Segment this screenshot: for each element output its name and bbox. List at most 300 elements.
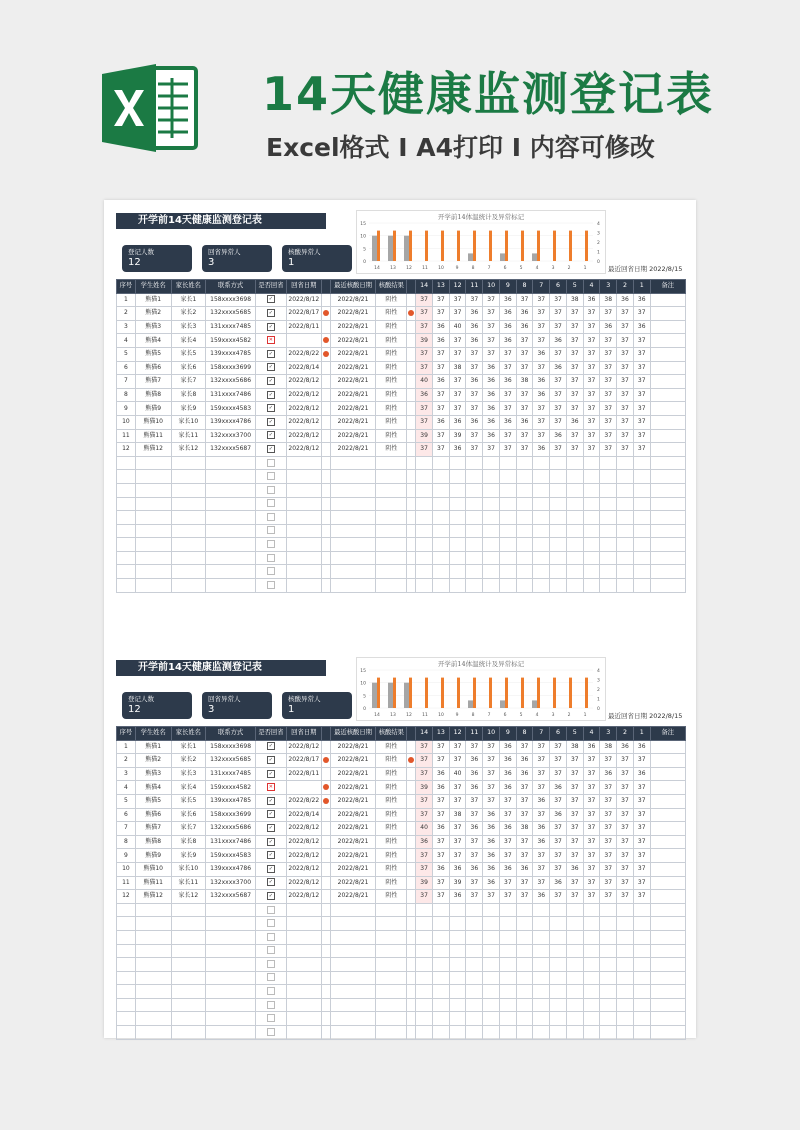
temperature-cell: 36 <box>617 740 634 754</box>
column-header: 7 <box>533 727 550 741</box>
empty-cell <box>449 579 466 593</box>
return-yes-checkbox-icon[interactable]: ✓ <box>268 309 273 316</box>
return-checkbox-cell <box>255 808 286 822</box>
empty-cell <box>321 917 330 931</box>
empty-cell <box>135 985 171 999</box>
empty-cell <box>583 456 600 470</box>
empty-cell <box>633 511 650 525</box>
empty-cell <box>432 538 449 552</box>
return-alert-cell <box>321 388 330 402</box>
result-alert-cell <box>407 429 416 443</box>
temperature-cell: 37 <box>432 740 449 754</box>
empty-cell <box>633 971 650 985</box>
empty-checkbox-icon[interactable] <box>267 554 275 562</box>
parent-name: 家长1 <box>171 293 206 307</box>
row-number: 2 <box>117 754 136 768</box>
empty-cell <box>583 930 600 944</box>
temperature-cell: 37 <box>600 334 617 348</box>
empty-cell <box>566 998 583 1012</box>
temperature-cell: 37 <box>516 835 533 849</box>
temperature-cell: 37 <box>499 429 516 443</box>
return-yes-checkbox-icon[interactable]: ✓ <box>268 756 273 763</box>
empty-cell <box>376 538 407 552</box>
parent-name: 家长4 <box>171 781 206 795</box>
card-registered <box>122 245 192 272</box>
empty-cell <box>550 930 567 944</box>
empty-checkbox-icon[interactable] <box>267 540 275 548</box>
return-yes-checkbox-icon[interactable]: ✓ <box>268 852 273 859</box>
result-alert-cell <box>407 361 416 375</box>
temperature-cell: 37 <box>566 388 583 402</box>
orange-bar <box>409 231 412 261</box>
temperature-cell: 37 <box>566 849 583 863</box>
empty-cell <box>407 903 416 917</box>
card-label: 回省异常人 <box>208 695 241 703</box>
x-axis-tick: 11 <box>422 266 428 271</box>
test-result: 阴性 <box>376 415 407 429</box>
empty-checkbox-icon[interactable] <box>267 1001 275 1009</box>
temperature-cell: 37 <box>449 293 466 307</box>
return-checkbox-cell <box>255 822 286 836</box>
empty-cell <box>566 917 583 931</box>
test-date: 2022/8/21 <box>330 293 376 307</box>
empty-cell <box>432 456 449 470</box>
empty-cell <box>449 456 466 470</box>
right-axis-tick: 1 <box>597 697 600 703</box>
empty-checkbox-icon[interactable] <box>267 946 275 954</box>
return-yes-checkbox-icon[interactable]: ✓ <box>268 296 273 303</box>
empty-checkbox-icon[interactable] <box>267 933 275 941</box>
empty-cell <box>533 511 550 525</box>
x-axis-tick: 6 <box>503 266 507 271</box>
temperature-cell: 36 <box>533 822 550 836</box>
empty-cell <box>466 958 483 972</box>
empty-cell <box>171 497 206 511</box>
empty-checkbox-icon[interactable] <box>267 513 275 521</box>
row-number: 3 <box>117 320 136 334</box>
empty-cell <box>117 524 136 538</box>
return-date: 2022/8/11 <box>286 767 321 781</box>
orange-bar <box>425 231 428 261</box>
test-result: 阴性 <box>376 375 407 389</box>
empty-checkbox-icon[interactable] <box>267 567 275 575</box>
empty-cell <box>533 1012 550 1026</box>
temperature-cell: 37 <box>516 876 533 890</box>
student-name: 熊猫4 <box>135 781 171 795</box>
temperature-cell: 37 <box>416 347 433 361</box>
temperature-cell: 37 <box>499 835 516 849</box>
empty-cell <box>416 903 433 917</box>
empty-cell <box>516 958 533 972</box>
return-alert-cell <box>321 429 330 443</box>
empty-row <box>117 470 686 484</box>
column-header: 1 <box>633 280 650 294</box>
empty-checkbox-icon[interactable] <box>267 960 275 968</box>
return-no-checkbox-icon[interactable]: ✕ <box>268 337 273 344</box>
temperature-cell: 37 <box>617 767 634 781</box>
temperature-cell: 37 <box>483 443 500 457</box>
temperature-cell: 37 <box>449 334 466 348</box>
empty-cell <box>206 511 256 525</box>
temperature-cell: 37 <box>432 429 449 443</box>
return-yes-checkbox-icon[interactable]: ✓ <box>268 865 273 872</box>
temperature-cell: 37 <box>432 443 449 457</box>
empty-checkbox-icon[interactable] <box>267 1028 275 1036</box>
empty-cell <box>550 958 567 972</box>
empty-cell <box>206 470 256 484</box>
column-header: 联系方式 <box>206 727 256 741</box>
empty-checkbox-icon[interactable] <box>267 973 275 981</box>
temperature-cell: 37 <box>432 388 449 402</box>
return-yes-checkbox-icon[interactable]: ✓ <box>268 892 273 899</box>
temperature-cell: 37 <box>583 402 600 416</box>
empty-cell <box>376 524 407 538</box>
empty-cell <box>135 497 171 511</box>
empty-cell <box>432 511 449 525</box>
temperature-cell: 37 <box>617 415 634 429</box>
empty-cell <box>171 958 206 972</box>
temperature-cell: 37 <box>633 347 650 361</box>
table-row <box>117 862 686 876</box>
temperature-cell: 36 <box>550 429 567 443</box>
column-header <box>321 280 330 294</box>
empty-cell <box>321 470 330 484</box>
card-label: 核酸异常人 <box>288 695 321 703</box>
return-yes-checkbox-icon[interactable]: ✓ <box>268 364 273 371</box>
gray-bar <box>500 253 505 261</box>
return-checkbox-cell <box>255 781 286 795</box>
return-yes-checkbox-icon[interactable]: ✓ <box>268 323 273 330</box>
note-cell <box>650 388 685 402</box>
temperature-cell: 37 <box>432 307 449 321</box>
contact-phone: 132xxxx3700 <box>206 876 256 890</box>
test-result: 阴性 <box>376 890 407 904</box>
empty-checkbox-icon[interactable] <box>267 906 275 914</box>
empty-cell <box>466 470 483 484</box>
temperature-cell: 37 <box>617 443 634 457</box>
temperature-cell: 36 <box>633 320 650 334</box>
empty-cell <box>449 958 466 972</box>
empty-cell <box>432 579 449 593</box>
temperature-cell: 37 <box>432 794 449 808</box>
return-alert-cell <box>321 767 330 781</box>
empty-cell <box>117 565 136 579</box>
orange-bar <box>409 678 412 708</box>
empty-cell <box>171 1012 206 1026</box>
note-cell <box>650 822 685 836</box>
return-checkbox-cell <box>255 890 286 904</box>
row-number: 1 <box>117 293 136 307</box>
empty-checkbox-icon[interactable] <box>267 919 275 927</box>
temperature-cell: 37 <box>483 307 500 321</box>
empty-cell <box>286 538 321 552</box>
temperature-cell: 36 <box>633 740 650 754</box>
temperature-cell: 37 <box>566 835 583 849</box>
empty-cell <box>449 930 466 944</box>
empty-cell <box>376 971 407 985</box>
temperature-cell: 37 <box>583 415 600 429</box>
temperature-cell: 37 <box>416 808 433 822</box>
test-result: 阴性 <box>376 794 407 808</box>
temperature-cell: 37 <box>633 307 650 321</box>
empty-cell <box>466 511 483 525</box>
temperature-cell: 37 <box>466 443 483 457</box>
return-yes-checkbox-icon[interactable]: ✓ <box>268 377 273 384</box>
card-return-abnormal <box>202 245 272 272</box>
empty-cell <box>633 1012 650 1026</box>
student-name: 熊猫2 <box>135 307 171 321</box>
empty-checkbox-icon[interactable] <box>267 526 275 534</box>
note-cell <box>650 890 685 904</box>
temperature-cell: 36 <box>533 375 550 389</box>
temperature-cell: 37 <box>416 320 433 334</box>
empty-cell <box>516 470 533 484</box>
temperature-cell: 37 <box>617 307 634 321</box>
empty-checkbox-icon[interactable] <box>267 472 275 480</box>
empty-cell <box>432 917 449 931</box>
empty-checkbox-icon[interactable] <box>267 459 275 467</box>
empty-cell <box>321 524 330 538</box>
empty-cell <box>550 538 567 552</box>
empty-cell <box>633 944 650 958</box>
empty-cell <box>171 456 206 470</box>
temperature-cell: 37 <box>533 307 550 321</box>
empty-checkbox-icon[interactable] <box>267 987 275 995</box>
empty-cell <box>466 1026 483 1040</box>
empty-cell <box>206 958 256 972</box>
temperature-cell: 37 <box>533 334 550 348</box>
temperature-cell: 37 <box>550 347 567 361</box>
test-date: 2022/8/21 <box>330 835 376 849</box>
return-alert-cell <box>321 402 330 416</box>
x-axis-tick: 2 <box>567 266 571 271</box>
test-result: 阴性 <box>376 835 407 849</box>
column-header: 4 <box>583 727 600 741</box>
empty-cell <box>416 511 433 525</box>
return-checkbox-cell <box>255 361 286 375</box>
empty-cell <box>483 998 500 1012</box>
orange-bar <box>505 231 508 261</box>
x-axis-tick: 8 <box>471 713 475 718</box>
empty-row <box>117 944 686 958</box>
empty-cell <box>449 483 466 497</box>
empty-cell <box>286 917 321 931</box>
empty-cell <box>255 511 286 525</box>
empty-cell <box>449 1026 466 1040</box>
empty-cell <box>330 998 376 1012</box>
empty-cell <box>499 483 516 497</box>
empty-cell <box>650 538 685 552</box>
return-no-checkbox-icon[interactable]: ✕ <box>268 784 273 791</box>
temperature-cell: 37 <box>600 876 617 890</box>
temperature-cell: 37 <box>566 876 583 890</box>
empty-cell <box>330 483 376 497</box>
empty-cell <box>516 1012 533 1026</box>
orange-bar <box>569 231 572 261</box>
right-axis-tick: 2 <box>597 688 600 693</box>
return-alert-cell <box>321 347 330 361</box>
empty-cell <box>499 524 516 538</box>
empty-cell <box>117 483 136 497</box>
return-yes-checkbox-icon[interactable]: ✓ <box>268 432 273 439</box>
note-cell <box>650 740 685 754</box>
return-yes-checkbox-icon[interactable]: ✓ <box>268 445 273 452</box>
temperature-cell: 36 <box>449 890 466 904</box>
return-alert-cell <box>321 361 330 375</box>
temperature-cell: 37 <box>633 375 650 389</box>
empty-cell <box>117 971 136 985</box>
note-cell <box>650 781 685 795</box>
empty-cell <box>516 917 533 931</box>
empty-cell <box>483 579 500 593</box>
result-alert-cell <box>407 835 416 849</box>
temperature-cell: 36 <box>416 388 433 402</box>
temperature-cell: 37 <box>533 862 550 876</box>
temperature-cell: 37 <box>566 307 583 321</box>
empty-checkbox-icon[interactable] <box>267 581 275 589</box>
empty-cell <box>600 1012 617 1026</box>
temperature-cell: 37 <box>432 808 449 822</box>
empty-cell <box>330 497 376 511</box>
return-yes-checkbox-icon[interactable]: ✓ <box>268 879 273 886</box>
return-yes-checkbox-icon[interactable]: ✓ <box>268 770 273 777</box>
empty-cell <box>499 565 516 579</box>
parent-name: 家长8 <box>171 835 206 849</box>
empty-row <box>117 483 686 497</box>
column-header: 备注 <box>650 280 685 294</box>
temperature-cell: 37 <box>416 740 433 754</box>
temperature-cell: 36 <box>516 767 533 781</box>
temperature-cell: 37 <box>416 361 433 375</box>
empty-checkbox-icon[interactable] <box>267 1014 275 1022</box>
return-yes-checkbox-icon[interactable]: ✓ <box>268 824 273 831</box>
empty-checkbox-icon[interactable] <box>267 499 275 507</box>
return-yes-checkbox-icon[interactable]: ✓ <box>268 418 273 425</box>
table-row <box>117 835 686 849</box>
return-date: 2022/8/22 <box>286 794 321 808</box>
temperature-cell: 36 <box>499 375 516 389</box>
empty-cell <box>206 538 256 552</box>
empty-cell <box>617 470 634 484</box>
return-yes-checkbox-icon[interactable]: ✓ <box>268 350 273 357</box>
empty-cell <box>376 497 407 511</box>
return-checkbox-cell <box>255 740 286 754</box>
card-label: 登记人数 <box>128 695 154 703</box>
empty-cell <box>171 551 206 565</box>
empty-cell <box>321 579 330 593</box>
column-header: 回省日期 <box>286 280 321 294</box>
temperature-cell: 37 <box>566 320 583 334</box>
parent-name: 家长3 <box>171 767 206 781</box>
excel-logo-icon <box>100 60 200 156</box>
empty-cell <box>449 524 466 538</box>
empty-row <box>117 1012 686 1026</box>
table-row <box>117 822 686 836</box>
empty-cell <box>617 958 634 972</box>
temperature-cell: 36 <box>533 388 550 402</box>
temperature-cell: 37 <box>550 320 567 334</box>
test-date: 2022/8/21 <box>330 361 376 375</box>
column-header: 14 <box>416 280 433 294</box>
test-date: 2022/8/21 <box>330 375 376 389</box>
return-yes-checkbox-icon[interactable]: ✓ <box>268 743 273 750</box>
temperature-cell: 36 <box>499 754 516 768</box>
empty-cell <box>206 917 256 931</box>
temperature-cell: 37 <box>416 402 433 416</box>
result-alert-cell <box>407 740 416 754</box>
empty-row <box>117 456 686 470</box>
left-axis-tick: 15 <box>360 669 366 674</box>
temperature-cell: 37 <box>566 347 583 361</box>
return-yes-checkbox-icon[interactable]: ✓ <box>268 405 273 412</box>
empty-cell <box>206 565 256 579</box>
return-date: 2022/8/12 <box>286 740 321 754</box>
temperature-cell: 37 <box>600 402 617 416</box>
return-alert-cell <box>321 293 330 307</box>
return-yes-checkbox-icon[interactable]: ✓ <box>268 391 273 398</box>
contact-phone: 139xxxx4786 <box>206 415 256 429</box>
empty-cell <box>483 903 500 917</box>
temperature-cell: 39 <box>416 429 433 443</box>
temperature-cell: 40 <box>449 767 466 781</box>
empty-cell <box>650 551 685 565</box>
empty-cell <box>376 551 407 565</box>
result-alert-cell <box>407 862 416 876</box>
x-axis-tick: 3 <box>551 713 555 718</box>
empty-cell <box>286 565 321 579</box>
temperature-cell: 39 <box>416 781 433 795</box>
temperature-cell: 37 <box>533 849 550 863</box>
column-header: 12 <box>449 280 466 294</box>
temperature-cell: 38 <box>566 740 583 754</box>
empty-cell <box>516 538 533 552</box>
empty-row <box>117 524 686 538</box>
empty-cell <box>566 944 583 958</box>
empty-cell <box>330 1026 376 1040</box>
empty-cell <box>483 551 500 565</box>
empty-checkbox-icon[interactable] <box>267 486 275 494</box>
contact-phone: 159xxxx4582 <box>206 334 256 348</box>
return-checkbox-cell <box>255 415 286 429</box>
temperature-cell: 37 <box>600 862 617 876</box>
empty-cell <box>376 1012 407 1026</box>
empty-cell <box>516 551 533 565</box>
return-yes-checkbox-icon[interactable]: ✓ <box>268 797 273 804</box>
return-alert-cell <box>321 862 330 876</box>
test-result: 阴性 <box>376 361 407 375</box>
left-axis-tick: 15 <box>360 222 366 227</box>
empty-cell <box>566 511 583 525</box>
parent-name: 家长12 <box>171 890 206 904</box>
table-row <box>117 443 686 457</box>
empty-cell <box>550 998 567 1012</box>
temperature-cell: 37 <box>583 876 600 890</box>
return-yes-checkbox-icon[interactable]: ✓ <box>268 838 273 845</box>
temperature-cell: 36 <box>432 334 449 348</box>
column-header: 13 <box>432 280 449 294</box>
empty-cell <box>286 958 321 972</box>
return-yes-checkbox-icon[interactable]: ✓ <box>268 811 273 818</box>
temperature-cell: 37 <box>633 429 650 443</box>
test-date: 2022/8/21 <box>330 443 376 457</box>
empty-cell <box>321 903 330 917</box>
temperature-cell: 36 <box>483 361 500 375</box>
empty-cell <box>135 958 171 972</box>
temperature-cell: 36 <box>432 862 449 876</box>
temperature-cell: 37 <box>449 754 466 768</box>
empty-cell <box>583 524 600 538</box>
empty-cell <box>650 456 685 470</box>
